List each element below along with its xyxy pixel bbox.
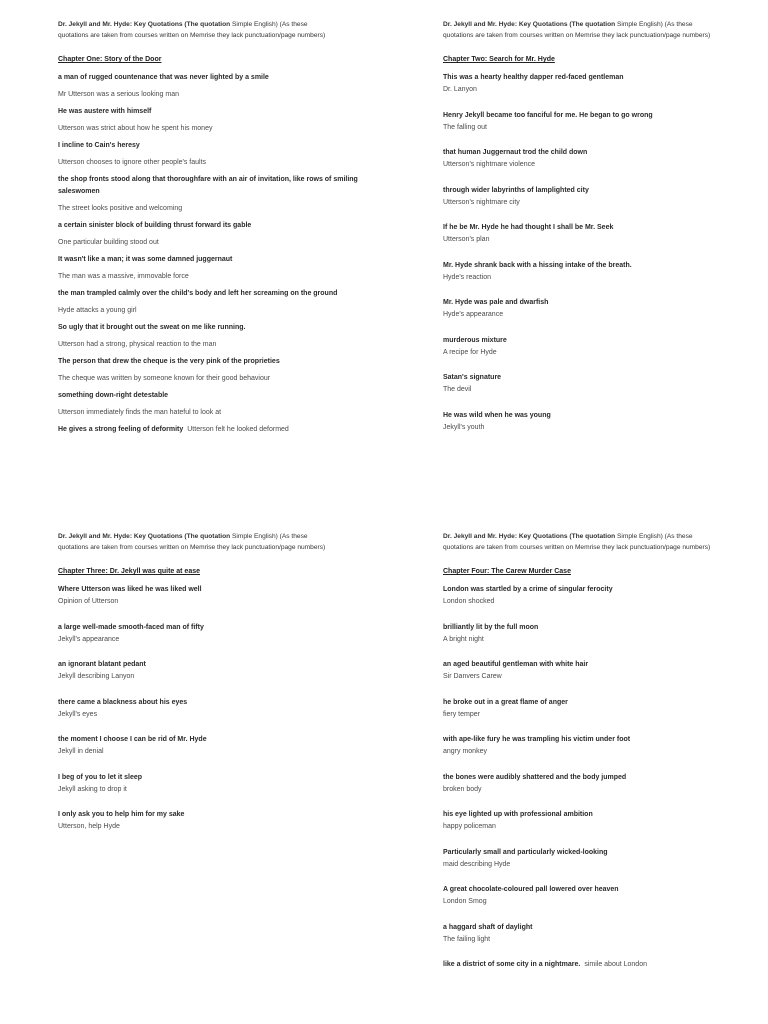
quote-text: A great chocolate-coloured pall lowered over heaven — [443, 886, 619, 893]
quote-text: Mr. Hyde was pale and dwarfish — [443, 299, 549, 306]
quote-text: He was austere with himself — [58, 108, 152, 115]
quote-meaning: Opinion of Utterson — [58, 598, 119, 605]
header-bold: Dr. Jekyll and Mr. Hyde: Key Quotations (The quotation — [58, 533, 231, 540]
quote-meaning: Utterson's nightmare city — [443, 198, 520, 206]
quote-meaning: Utterson felt he looked deformed — [187, 426, 289, 433]
quote-text: He was wild when he was young — [443, 411, 551, 419]
list-item — [443, 260, 743, 284]
list-item — [58, 356, 358, 385]
page-header — [58, 19, 358, 41]
quote-text: that human Juggernaut trod the child down — [443, 149, 588, 156]
quote-meaning: Jekyll's youth — [443, 423, 485, 431]
quote-meaning: The devil — [443, 386, 472, 393]
quote-meaning: The falling out — [443, 123, 487, 131]
quote-meaning: Dr. Lanyon — [443, 86, 477, 93]
header-line2: quotations are taken from courses written on Memrise they lack punctuation/page numbers) — [443, 544, 711, 551]
header-line2: quotations are taken from courses written on Memrise they lack punctuation/page numbers) — [443, 32, 711, 39]
header-line2: quotations are taken from courses written on Memrise they lack punctuation/page numbers) — [58, 544, 326, 551]
list-item — [58, 106, 358, 135]
quote-meaning: Jekyll describing Lanyon — [58, 673, 135, 680]
quote-meaning: Utterson chooses to ignore other people's faults — [58, 159, 207, 166]
quote-text: like a district of some city in a nightmare. — [443, 961, 581, 968]
header-bold: Dr. Jekyll and Mr. Hyde: Key Quotations (The quotation — [443, 533, 616, 540]
header-normal: Simple English) (As these — [230, 21, 308, 28]
quote-meaning: Jekyll's eyes — [58, 710, 98, 718]
list-item — [443, 884, 743, 908]
list-item — [58, 390, 358, 419]
header-normal: Simple English) (As these — [615, 533, 693, 540]
header-bold: Dr. Jekyll and Mr. Hyde: Key Quotations (The quotation — [58, 21, 231, 28]
quote-text: London was startled by a crime of singular ferocity — [443, 586, 613, 593]
quote-meaning: Jekyll asking to drop it — [58, 785, 127, 793]
quote-text: a large well-made smooth-faced man of fifty — [58, 623, 204, 631]
quote-meaning: A bright night — [443, 635, 484, 643]
quote-meaning: Hyde attacks a young girl — [58, 307, 137, 314]
list-item — [443, 372, 743, 396]
quote-meaning: The man was a massive, immovable force — [58, 273, 189, 280]
list-item — [58, 220, 358, 249]
quote-text: I beg of you to let it sleep — [58, 773, 143, 781]
list-item — [443, 297, 743, 321]
quote-meaning: Hyde's reaction — [443, 273, 492, 281]
list-item — [443, 222, 743, 246]
quote-meaning: happy policeman — [443, 823, 496, 830]
quote-meaning: angry monkey — [443, 748, 487, 755]
list-item — [443, 809, 743, 833]
list-item — [58, 659, 358, 683]
list-item — [58, 254, 358, 283]
quote-meaning: A recipe for Hyde — [443, 348, 497, 356]
list-item — [58, 584, 358, 608]
list-item — [58, 174, 358, 215]
quote-text: he broke out in a great flame of anger — [443, 698, 568, 706]
card-chapter-three — [58, 531, 358, 847]
list-item — [58, 288, 358, 317]
list-item — [58, 322, 358, 351]
quote-text: This was a hearty healthy dapper red-faced gentleman — [443, 74, 624, 81]
quote-text: a man of rugged countenance that was never lighted by a smile — [58, 74, 269, 81]
list-item — [443, 622, 743, 646]
page-header — [58, 531, 358, 553]
list-item — [443, 185, 743, 209]
list-item — [443, 659, 743, 683]
list-item — [443, 72, 743, 96]
quote-text: the man trampled calmly over the child's body and left her screaming on the ground — [58, 290, 338, 297]
list-item — [443, 847, 743, 871]
quote-meaning: The failing light — [443, 935, 491, 943]
quote-meaning: London shocked — [443, 598, 495, 605]
chapter-title: Chapter Four: The Carew Murder Case — [443, 568, 571, 575]
quote-text: So ugly that it brought out the sweat on me like running. — [58, 324, 246, 331]
list-item — [443, 584, 743, 608]
quote-text: his eye lighted up with professional ambition — [443, 811, 593, 818]
list-item — [443, 147, 743, 171]
chapter-title: Chapter One: Story of the Door — [58, 56, 162, 63]
quote-meaning: Utterson had a strong, physical reaction to the man — [58, 341, 217, 348]
quote-meaning: Hyde's appearance — [443, 311, 504, 318]
quote-text: Mr. Hyde shrank back with a hissing intake of the breath. — [443, 261, 632, 269]
quote-meaning: The street looks positive and welcoming — [58, 205, 183, 212]
quote-meaning: Jekyll's appearance — [58, 635, 120, 643]
quote-meaning: Utterson immediately finds the man hateful to look at — [58, 409, 222, 416]
quote-text: He gives a strong feeling of deformity — [58, 426, 184, 433]
quote-text: murderous mixture — [443, 336, 507, 344]
quote-text: Henry Jekyll became too fanciful for me. He began to go wrong — [443, 111, 653, 119]
quote-meaning: broken body — [443, 785, 482, 793]
quote-text: with ape-like fury he was trampling his victim under foot — [443, 736, 631, 743]
header-normal: Simple English) (As these — [230, 533, 308, 540]
quote-text: a haggard shaft of daylight — [443, 923, 533, 931]
quote-text: Particularly small and particularly wicked-looking — [443, 848, 608, 856]
quote-text: a certain sinister block of building thrust forward its gable — [58, 222, 252, 229]
quote-last — [58, 424, 358, 436]
card-chapter-one — [58, 19, 358, 441]
quote-text: an aged beautiful gentleman with white hair — [443, 661, 589, 668]
quote-text: It wasn't like a man; it was some damned juggernaut — [58, 256, 233, 263]
quote-meaning: Jekyll in denial — [58, 748, 104, 755]
list-item — [58, 772, 358, 796]
header-bold: Dr. Jekyll and Mr. Hyde: Key Quotations (The quotation — [443, 21, 616, 28]
quote-text: If he be Mr. Hyde he had thought I shall be Mr. Seek — [443, 224, 614, 231]
quote-text: the shop fronts stood along that thoroughfare with an air of invitation, like rows of smiling saleswomen — [58, 176, 358, 195]
quote-text: there came a blackness about his eyes — [58, 698, 188, 706]
list-item — [443, 110, 743, 134]
list-item — [443, 922, 743, 946]
card-chapter-two — [443, 19, 743, 447]
quote-meaning: Mr Utterson was a serious looking man — [58, 91, 179, 98]
quote-meaning: Utterson's plan — [443, 236, 490, 243]
quote-meaning: Sir Danvers Carew — [443, 673, 502, 680]
quote-meaning: London Smog — [443, 898, 487, 905]
quote-text: the moment I choose I can be rid of Mr. Hyde — [58, 736, 207, 743]
quote-meaning: fiery temper — [443, 710, 480, 718]
quote-text: Where Utterson was liked he was liked well — [58, 586, 202, 593]
list-item — [443, 734, 743, 758]
quote-meaning: Utterson's nightmare violence — [443, 161, 535, 168]
quote-meaning: simile about London — [584, 961, 647, 968]
page-header — [443, 19, 743, 41]
list-item — [443, 772, 743, 796]
quote-text: the bones were audibly shattered and the body jumped — [443, 773, 627, 781]
quote-text: Satan's signature — [443, 374, 502, 381]
quote-list — [443, 72, 743, 434]
quote-list — [58, 72, 358, 419]
list-item — [58, 697, 358, 721]
quote-last — [443, 959, 743, 971]
quote-meaning: Utterson was strict about how he spent his money — [58, 125, 213, 132]
quote-text: I incline to Cain's heresy — [58, 142, 140, 149]
header-normal: Simple English) (As these — [615, 21, 693, 28]
chapter-title: Chapter Three: Dr. Jekyll was quite at ease — [58, 568, 201, 575]
quote-list — [58, 584, 358, 833]
list-item — [58, 622, 358, 646]
chapter-title: Chapter Two: Search for Mr. Hyde — [443, 56, 555, 63]
list-item — [58, 809, 358, 833]
header-line2: quotations are taken from courses written on Memrise they lack punctuation/page numbers) — [58, 32, 326, 39]
quote-list — [443, 584, 743, 946]
quote-text: I only ask you to help him for my sake — [58, 811, 185, 818]
quote-text: brilliantly lit by the full moon — [443, 623, 539, 631]
page-header — [443, 531, 743, 553]
quote-text: The person that drew the cheque is the very pink of the proprieties — [58, 358, 280, 365]
list-item — [443, 410, 743, 434]
list-item — [58, 140, 358, 169]
list-item — [443, 697, 743, 721]
quote-meaning: maid describing Hyde — [443, 860, 511, 868]
quote-text: an ignorant blatant pedant — [58, 661, 146, 668]
quote-text: something down-right detestable — [58, 392, 169, 399]
quote-text: through wider labyrinths of lamplighted city — [443, 186, 589, 194]
quote-meaning: Utterson, help Hyde — [58, 823, 120, 830]
quote-meaning: One particular building stood out — [58, 239, 159, 246]
quote-meaning: The cheque was written by someone known for their good behaviour — [58, 375, 271, 382]
card-chapter-four — [443, 531, 743, 971]
list-item — [443, 335, 743, 359]
list-item — [58, 734, 358, 758]
list-item — [58, 72, 358, 101]
